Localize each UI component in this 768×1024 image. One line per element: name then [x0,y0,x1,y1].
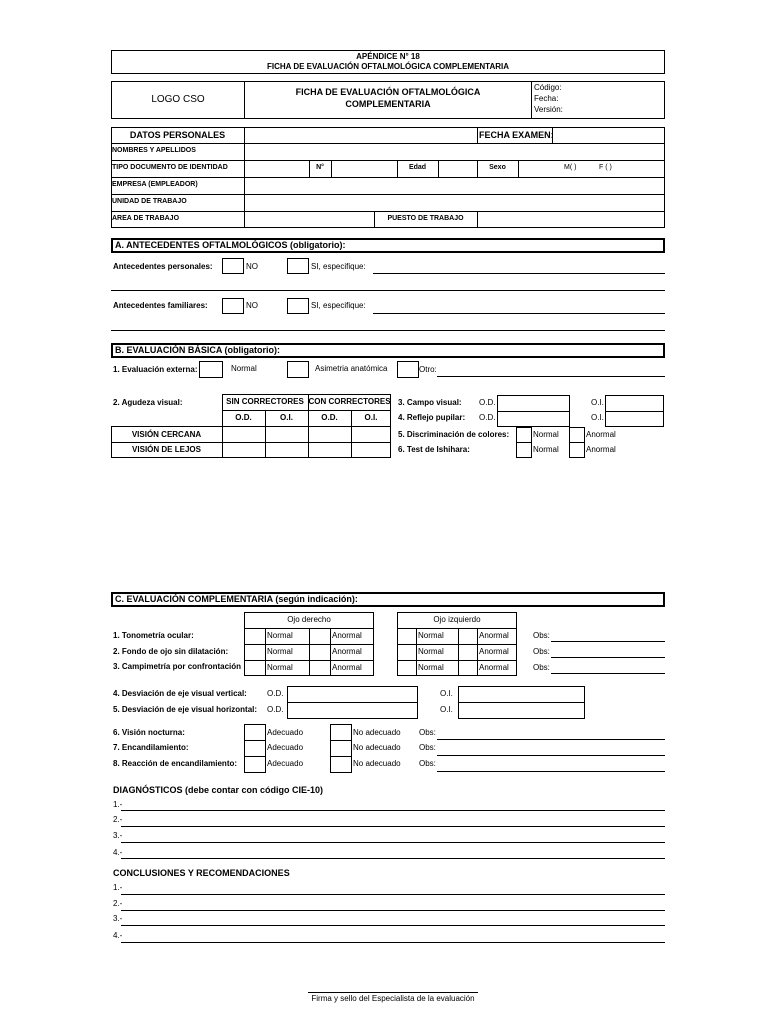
con-od-header: O.D. [321,413,338,422]
logo-block [111,81,665,119]
diagnostico-item-3: 3.- [113,831,123,840]
conclusion-item-1: 1.- [113,883,123,892]
desviacion-horizontal-oi-input[interactable] [458,702,585,719]
encandilamiento-adecuado-checkbox[interactable] [244,740,266,756]
diagnostico-item-4: 4.- [113,848,123,857]
sexo-label: Sexo [489,164,506,171]
antecedentes-personales-line2[interactable] [111,290,665,291]
desviacion-horizontal-od-label: O.D. [267,705,284,714]
discriminacion-anormal-label: Anormal [586,430,616,439]
evaluacion-externa-asimetria-checkbox[interactable] [287,361,309,378]
evaluacion-externa-otro-checkbox[interactable] [397,361,419,378]
evaluacion-externa-asimetria-label: Asimetria anatómica [315,364,388,373]
edad-label: Edad [408,164,427,171]
tonometria-od-normal-label: Normal [267,631,293,640]
desviacion-vertical-oi-input[interactable] [458,686,585,703]
logo-placeholder: LOGO CSO [151,94,205,105]
fondo-ojo-obs-label: Obs: [533,647,550,656]
reaccion-obs-label: Obs: [419,759,436,768]
campo-visual-oi-input[interactable] [605,395,664,412]
ojo-izquierdo-header: Ojo izquierdo [433,615,481,624]
campimetria-oi-normal-label: Normal [418,663,444,672]
vision-lejos-label: VISIÓN DE LEJOS [132,445,201,454]
antecedentes-familiares-si-checkbox[interactable] [287,298,309,314]
evaluacion-externa-otro-input[interactable] [437,376,665,377]
campo-visual-od-input[interactable] [497,395,570,412]
antecedentes-personales-no-label: NO [246,262,258,271]
vision-nocturna-adecuado-checkbox[interactable] [244,724,266,740]
reflejo-pupilar-oi-label: O.I. [591,413,604,422]
section-c-title: C. EVALUACIÓN COMPLEMENTARIA (según indicación): [111,592,665,607]
campo-visual-label: 3. Campo visual: [398,398,462,407]
campimetria-obs-input[interactable] [551,673,665,674]
reaccion-no-adecuado-checkbox[interactable] [330,756,352,772]
personal-heading: DATOS PERSONALES [129,130,226,140]
encandilamiento-obs-label: Obs: [419,743,436,752]
conclusion-input-4[interactable] [121,942,665,943]
ishihara-normal-label: Normal [533,445,559,454]
desviacion-horizontal-label: 5. Desviación de eje visual horizontal: [113,705,258,714]
antecedentes-personales-si-checkbox[interactable] [287,258,309,274]
sin-od-header: O.D. [235,413,252,422]
encandilamiento-no-adecuado-label: No adecuado [353,743,401,752]
campimetria-obs-label: Obs: [533,663,550,672]
agudeza-visual-label: 2. Agudeza visual: [113,398,183,407]
fondo-ojo-oi-anormal-label: Anormal [479,647,509,656]
desviacion-horizontal-od-input[interactable] [287,702,418,719]
vision-nocturna-label: 6. Visión nocturna: [113,728,185,737]
puesto-label: PUESTO DE TRABAJO [387,215,464,222]
form-title-line2: COMPLEMENTARIA [345,99,431,109]
desviacion-horizontal-oi-label: O.I. [440,705,453,714]
encandilamiento-label: 7. Encandilamiento: [113,743,189,752]
antecedentes-familiares-label: Antecedentes familiares: [113,301,208,310]
con-correctores-header: CON CORRECTORES [308,397,391,406]
antecedentes-familiares-line2[interactable] [111,330,665,331]
tonometria-obs-input[interactable] [551,641,665,642]
codigo-label: Código: [534,83,562,92]
conclusion-input-2[interactable] [121,910,665,911]
diagnostico-input-4[interactable] [121,858,665,859]
reflejo-pupilar-od-label: O.D. [479,413,496,422]
tonometria-od-normal-checkbox[interactable] [244,628,266,645]
unidad-label: UNIDAD DE TRABAJO [112,198,187,205]
desviacion-vertical-od-input[interactable] [287,686,418,703]
area-label: AREA DE TRABAJO [112,215,180,222]
antecedentes-familiares-no-checkbox[interactable] [222,298,244,314]
encandilamiento-no-adecuado-checkbox[interactable] [330,740,352,756]
conclusion-item-2: 2.- [113,899,123,908]
fecha-label: Fecha: [534,94,559,103]
diagnostico-item-1: 1.- [113,800,123,809]
conclusion-item-3: 3.- [113,914,123,923]
antecedentes-familiares-input[interactable] [373,313,665,314]
sexo-f-option[interactable]: F ( ) [599,164,612,171]
vision-nocturna-obs-label: Obs: [419,728,436,737]
form-title-line1: FICHA DE EVALUACIÓN OFTALMOLÓGICA [295,87,481,97]
encandilamiento-obs-input[interactable] [437,755,665,756]
tonometria-oi-anormal-label: Anormal [479,631,509,640]
reaccion-no-adecuado-label: No adecuado [353,759,401,768]
appendix-label: APÉNDICE N° 18 [356,52,420,61]
sin-correctores-header: SIN CORRECTORES [226,397,304,406]
vision-cercana-label: VISIÓN CERCANA [131,430,202,439]
reaccion-encandilamiento-label: 8. Reacción de encandilamiento: [113,759,238,768]
reflejo-pupilar-oi-input[interactable] [605,411,664,427]
conclusiones-title: CONCLUSIONES Y RECOMENDACIONES [113,868,290,878]
header-box [111,50,665,74]
reflejo-pupilar-od-input[interactable] [497,411,570,427]
desviacion-vertical-od-label: O.D. [267,689,284,698]
section-b-title: B. EVALUACIÓN BÁSICA (obligatorio): [111,343,665,358]
firma-line[interactable] [308,992,478,993]
discriminacion-colores-label: 5. Discriminación de colores: [398,430,510,439]
ishihara-anormal-checkbox[interactable] [569,442,585,458]
conclusion-input-3[interactable] [121,925,665,926]
fondo-ojo-oi-normal-label: Normal [418,647,444,656]
evaluacion-externa-normal-label: Normal [231,364,257,373]
version-label: Versión: [534,105,563,114]
conclusion-item-4: 4.- [113,931,123,940]
sexo-m-option[interactable]: M( ) [564,164,577,171]
ishihara-normal-checkbox[interactable] [516,442,532,458]
campo-visual-od-label: O.D. [479,398,496,407]
diagnostico-input-2[interactable] [121,826,665,827]
ishihara-label: 6. Test de Ishihara: [398,445,470,454]
desviacion-vertical-oi-label: O.I. [440,689,453,698]
fondo-ojo-label: 2. Fondo de ojo sin dilatación: [113,647,229,656]
tonometria-od-anormal-label: Anormal [332,631,362,640]
vision-nocturna-no-adecuado-label: No adecuado [353,728,401,737]
numero-label: N° [316,164,324,171]
vision-nocturna-no-adecuado-checkbox[interactable] [330,724,352,740]
evaluacion-externa-otro-label: Otro: [419,365,437,374]
campimetria-od-anormal-label: Anormal [332,663,362,672]
diagnostico-input-1[interactable] [121,810,665,811]
diagnosticos-title: DIAGNÓSTICOS (debe contar con código CIE-10) [113,785,324,795]
ojo-derecho-header: Ojo derecho [287,615,331,624]
antecedentes-personales-label: Antecedentes personales: [113,262,213,271]
evaluacion-externa-normal-checkbox[interactable] [199,361,223,378]
campimetria-oi-anormal-label: Anormal [479,663,509,672]
vision-nocturna-obs-input[interactable] [437,739,665,740]
desviacion-vertical-label: 4. Desviación de eje visual vertical: [113,689,247,698]
reaccion-adecuado-label: Adecuado [267,759,304,768]
empresa-label: EMPRESA (EMPLEADOR) [112,181,198,188]
con-oi-header: O.I. [364,413,378,422]
antecedentes-personales-input[interactable] [373,273,665,274]
section-a-title: A. ANTECEDENTES OFTALMOLÓGICOS (obligatorio): [111,238,665,253]
campimetria-label: 3. Campimetría por confrontación [113,662,242,671]
discriminacion-normal-checkbox[interactable] [516,427,532,443]
campo-visual-oi-label: O.I. [591,398,604,407]
antecedentes-familiares-no-label: NO [246,301,258,310]
encandilamiento-adecuado-label: Adecuado [267,743,304,752]
evaluacion-externa-label: 1. Evaluación externa: [113,365,198,374]
antecedentes-familiares-si-label: SI, especifique: [311,301,366,310]
reaccion-adecuado-checkbox[interactable] [244,756,266,772]
antecedentes-personales-no-checkbox[interactable] [222,258,244,274]
conclusion-input-1[interactable] [121,894,665,895]
fondo-ojo-od-normal-label: Normal [267,647,293,656]
tipo-doc-label: TIPO DOCUMENTO DE IDENTIDAD [112,164,228,171]
tonometria-obs-label: Obs: [533,631,550,640]
fondo-ojo-obs-input[interactable] [551,657,665,658]
ishihara-anormal-label: Anormal [586,445,616,454]
vision-nocturna-adecuado-label: Adecuado [267,728,304,737]
diagnostico-input-3[interactable] [121,842,665,843]
reflejo-pupilar-label: 4. Reflejo pupilar: [398,413,466,422]
firma-label: Firma y sello del Especialista de la evaluación [311,994,475,1003]
discriminacion-anormal-checkbox[interactable] [569,427,585,443]
fondo-ojo-od-anormal-label: Anormal [332,647,362,656]
sin-oi-header: O.I. [280,413,293,422]
header-title: FICHA DE EVALUACIÓN OFTALMOLÓGICA COMPLEMENTARIA [266,62,510,71]
tonometria-label: 1. Tonometría ocular: [113,631,194,640]
reaccion-obs-input[interactable] [437,771,665,772]
nombres-label: NOMBRES Y APELLIDOS [112,147,196,154]
antecedentes-personales-si-label: SI, especifique: [311,262,366,271]
discriminacion-normal-label: Normal [533,430,559,439]
tonometria-oi-normal-label: Normal [418,631,444,640]
diagnostico-item-2: 2.- [113,815,123,824]
fecha-examen-label: FECHA EXAMEN: [479,130,554,140]
campimetria-od-normal-label: Normal [267,663,293,672]
